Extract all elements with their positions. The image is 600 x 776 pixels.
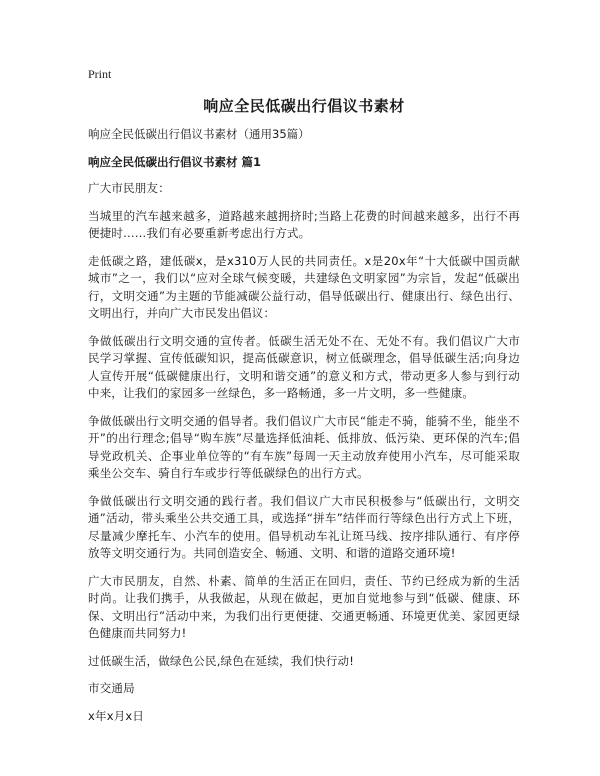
paragraph: 当城里的汽车越来越多，道路越来越拥挤时;当路上花费的时间越来越多，出行不再便捷时……我们有必要重新考虑出行方式。	[88, 208, 520, 240]
page-title: 响应全民低碳出行倡议书素材	[203, 97, 405, 115]
date: x年x月x日	[88, 708, 145, 723]
paragraph: 争做低碳出行文明交通的倡导者。我们倡议广大市民“能走不骑，能骑不坐，能坐不开”的出行理念;倡导“购车族”尽量选择低油耗、低排放、低污染、更环保的汽车;倡导党政机关、企事业单位等的“有车族”每周一天主动放弃使用小汽车，尽可能采取乘坐公交车、骑自行车或步行等低碳绿色的出行方式。	[88, 413, 520, 480]
greeting: 广大市民朋友：	[88, 181, 170, 195]
print-link[interactable]: Print	[88, 67, 112, 81]
paragraph: 广大市民朋友，自然、朴素、简单的生活正在回归，责任、节约已经成为新的生活时尚。让我们携手，从我做起，从现在做起，更加自觉地参与到“低碳、健康、环保、文明出行”活动中来，为我们出行更便捷、交通更畅通、环境更优美、家园更绿色健康而共同努力!	[88, 573, 520, 640]
paragraph: 争做低碳出行文明交通的践行者。我们倡议广大市民积极参与“低碳出行，文明交通”活动，带头乘坐公共交通工具，或选择“拼车”结伴而行等绿色出行方式上下班，尽量减少摩托车、小汽车的使用。倡导机动车礼让斑马线、按序排队通行、有序停放等文明交通行为。共同创造安全、畅通、文明、和谐的道路交通环境!	[88, 493, 520, 560]
document-subtitle: 响应全民低碳出行倡议书素材（通用35篇）	[88, 127, 310, 141]
paragraph: 争做低碳出行文明交通的宣传者。低碳生活无处不在、无处不有。我们倡议广大市民学习掌握、宣传低碳知识，提高低碳意识，树立低碳理念，倡导低碳生活;向身边人宣传开展“低碳健康出行，文明和谐交通”的意义和方式，带动更多人参与到行动中来，让我们的家园多一丝绿色，多一路畅通，多一片文明，多一些健康。	[88, 333, 520, 400]
section-title: 响应全民低碳出行倡议书素材 篇1	[88, 155, 262, 169]
signature: 市交通局	[88, 681, 135, 695]
paragraph: 走低碳之路，建低碳x，是x310万人民的共同责任。x是20x年“十大低碳中国贡献城市”之一，我们以“应对全球气候变暖，共建绿色文明家园”为宗旨，发起“低碳出行，文明交通”为主题的节能减碳公益行动，倡导低碳出行、健康出行、绿色出行、文明出行，并向广大市民发出倡议：	[88, 253, 520, 320]
document-page	[88, 66, 520, 735]
paragraph: 过低碳生活，做绿色公民,绿色在延续，我们快行动!	[88, 653, 355, 668]
